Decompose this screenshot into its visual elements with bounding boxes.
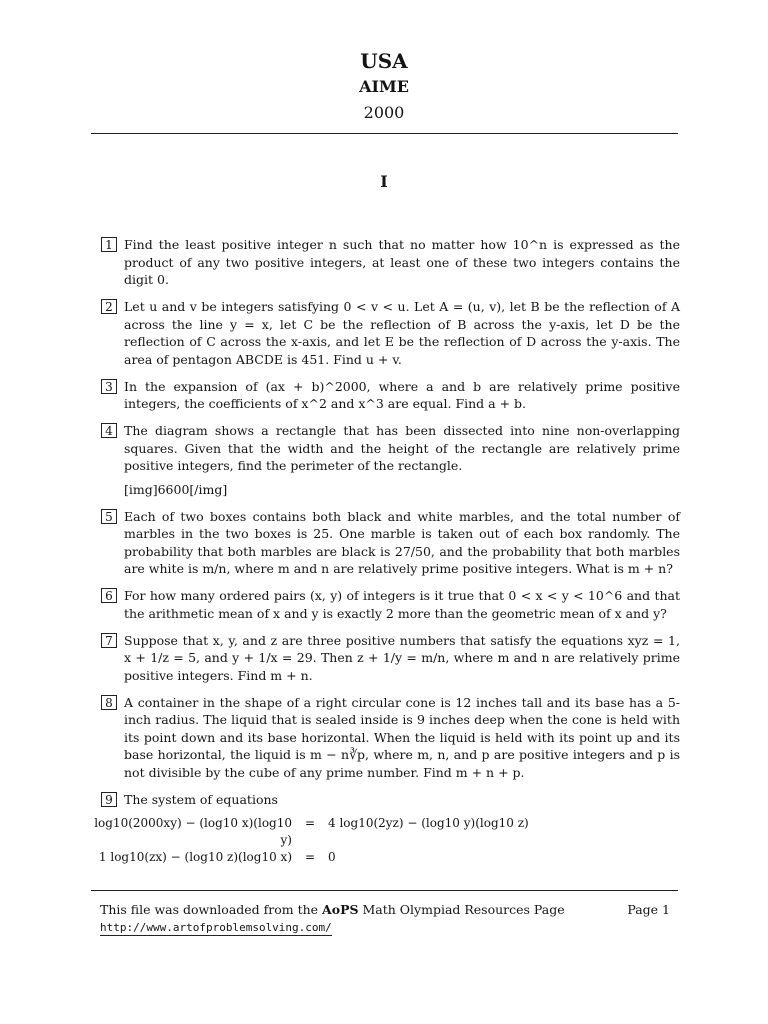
- equation-left: log10(2000xy) − (log10 x)(log10 y): [94, 816, 292, 847]
- problem-text: Find the least positive integer n such that no matter how 10^n is expressed as the product of any two positive integers, at least one of these two integers contains the digit 0.: [124, 237, 680, 287]
- problem-text: The diagram shows a rectangle that has been dissected into nine non-overlapping squares. Given that the width and the height of the rectangle are relatively prime positive integers, find the perimeter of the rectangle.: [124, 423, 680, 473]
- equation-row: [86, 815, 606, 849]
- equation-right: 4 log10(2yz) − (log10 y)(log10 z): [328, 816, 529, 830]
- title-contest: AIME: [359, 77, 409, 96]
- problem-5: [101, 508, 680, 578]
- footer-text-prefix: This file was downloaded from the: [100, 902, 323, 917]
- footer-divider: [91, 890, 678, 891]
- footer-text: [100, 901, 670, 918]
- section-heading: I: [380, 172, 388, 191]
- equation-left: 1 log10(zx) − (log10 z)(log10 x): [98, 850, 292, 864]
- problem-text: For how many ordered pairs (x, y) of integers is it true that 0 < x < y < 10^6 and that the arithmetic mean of x and y is exactly 2 more than the geometric mean of x and y?: [124, 588, 680, 621]
- problem-number: 5: [101, 509, 117, 524]
- footer-link[interactable]: http://www.artofproblemsolving.com/: [100, 921, 332, 934]
- problem-number: 6: [101, 588, 117, 603]
- problem-1: [101, 236, 680, 289]
- problem-6: [101, 587, 680, 622]
- footer-brand: AoPS: [322, 902, 359, 917]
- equation-relation: =: [304, 850, 316, 864]
- title-year: 2000: [363, 103, 405, 122]
- page-footer: [100, 901, 670, 936]
- problem-7: [101, 632, 680, 685]
- equation-system: [86, 815, 606, 866]
- problem-text: The system of equations: [124, 791, 278, 807]
- problem-2: [101, 298, 680, 368]
- problem-number: 3: [101, 379, 117, 394]
- problem-number: 1: [101, 237, 117, 252]
- problem-text: Suppose that x, y, and z are three positive numbers that satisfy the equations xyz = 1, x + 1/z = 5, and y + 1/x = 29. Then z + 1/y = m/n, where m and n are relatively prime positive integers. Find m + n.: [124, 632, 680, 683]
- image-placeholder-tag: [img]6600[/img]: [124, 481, 228, 497]
- problem-number: 2: [101, 299, 117, 314]
- problem-number: 8: [101, 695, 117, 710]
- problem-text: Each of two boxes contains both black and white marbles, and the total number of marbles in the two boxes is 25. One marble is taken out of each box randomly. The probability that both marbles are black is 27/50, and the probability that both marbles are white is m/n, where m and n are relatively prime positive integers. What is m + n?: [124, 508, 680, 576]
- problem-text: In the expansion of (ax + b)^2000, where a and b are relatively prime positive integers, the coefficients of x^2 and x^3 are equal. Find a + b.: [124, 378, 680, 411]
- equation-relation: =: [304, 816, 316, 830]
- footer-text-suffix: Math Olympiad Resources Page: [358, 902, 565, 917]
- problem-text: A container in the shape of a right circular cone is 12 inches tall and its base has a 5-inch radius. The liquid that is sealed inside is 9 inches deep when the cone is held with its point down and its base horizontal. When the liquid is held with its point up and its base horizontal, the liquid is m − n∛p, where m, n, and p are positive integers and p is not divisible by the cube of any prime number. Find m + n + p.: [124, 694, 680, 780]
- problem-text: Let u and v be integers satisfying 0 < v < u. Let A = (u, v), let B be the reflection of A across the line y = x, let C be the reflection of B across the y-axis, let D be the reflection of C across the x-axis, and let E be the reflection of D across the y-axis. The area of pentagon ABCDE is 451. Find u + v.: [124, 299, 680, 367]
- problem-4: [101, 422, 680, 498]
- equation-right: 0: [328, 850, 336, 864]
- problem-9: [101, 791, 680, 809]
- problem-3: [101, 378, 680, 413]
- page-number: Page 1: [627, 902, 670, 917]
- title-block: [0, 48, 768, 124]
- problem-8: [101, 694, 680, 782]
- equation-row: [86, 849, 606, 866]
- title-country: USA: [360, 49, 408, 73]
- problem-number: 4: [101, 423, 117, 438]
- problem-list: [101, 236, 680, 818]
- header-divider: [91, 133, 678, 134]
- problem-number: 9: [101, 792, 117, 807]
- problem-number: 7: [101, 633, 117, 648]
